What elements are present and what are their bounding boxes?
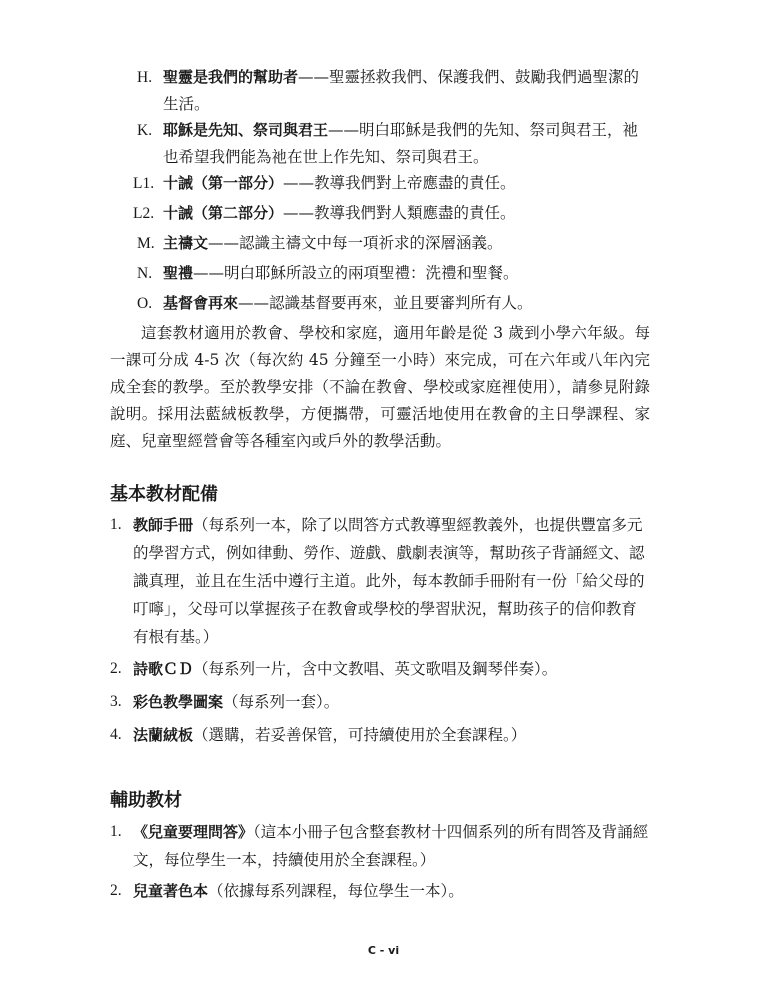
- list-item-title: 教師手冊: [133, 516, 194, 534]
- list-item-text: （選購，若妥善保管，可持續使用於全套課程。）: [193, 726, 527, 744]
- outline-label: K.: [137, 122, 153, 139]
- outline-item-h: [137, 64, 647, 118]
- outline-title: 聖靈是我們的幫助者: [163, 68, 299, 86]
- list-item-text: （每系列一套）。: [223, 693, 340, 711]
- outline-label: H.: [137, 69, 153, 86]
- outline-item-o: [137, 290, 647, 317]
- outline-title: 主禱文: [163, 234, 209, 252]
- list-item-title: 《兒童要理問答》: [133, 823, 254, 841]
- supplementary-materials-heading: 輔助教材: [110, 790, 182, 811]
- outline-text: ——明白耶穌是我們的先知、祭司與君王，祂也希望我們能為祂在世上作先知、祭司與君王。: [163, 121, 639, 166]
- list-number: 1.: [110, 516, 122, 533]
- list-number: 1.: [110, 823, 122, 840]
- outline-text: ——聖靈拯救我們、保護我們、鼓勵我們過聖潔的生活。: [163, 68, 640, 113]
- outline-title: 基督會再來: [163, 294, 239, 312]
- list-item: [110, 877, 650, 905]
- list-number: 2.: [110, 882, 122, 899]
- intro-paragraph: 這套教材適用於教會、學校和家庭，適用年齡是從 3 歲到小學六年級。每一課可分成 4-5 次（每次約 45 分鐘至一小時）來完成，可在六年或八年內完成全套的教學。至於教學安排（不論在教會、學校或家庭裡使用），請參見附錄說明。採用法藍絨板教學，方便攜帶，可靈活地使用在教會的主日學課程、家庭、兒童聖經營會等各種室內或戶外的教學活動。: [110, 324, 650, 450]
- outline-title: 十誡（第二部分）: [163, 204, 284, 222]
- list-item: [110, 655, 650, 683]
- outline-item-l1: [133, 170, 647, 197]
- outline-title: 耶穌是先知、祭司與君王: [163, 121, 329, 139]
- list-number: 4.: [110, 726, 122, 743]
- outline-text: ——明白耶穌所設立的兩項聖禮：洗禮和聖餐。: [193, 264, 519, 282]
- list-item: [110, 511, 650, 651]
- outline-text: ——教導我們對人類應盡的責任。: [283, 204, 516, 222]
- list-item-title: 詩歌ＣＤ: [133, 660, 194, 678]
- outline-label: L1.: [133, 175, 155, 192]
- list-item-text: （每系列一本，除了以問答方式教導聖經教義外，也提供豐富多元的學習方式，例如律動、勞作、遊戲、戲劇表演等，幫助孩子背誦經文、認識真理，並且在生活中遵行主道。此外，每本教師手冊附有一份「給父母的叮嚀」，父母可以掌握孩子在教會或學校的學習狀況，幫助孩子的信仰教育有根有基。）: [133, 516, 645, 646]
- outline-label: N.: [137, 265, 153, 282]
- outline-title: 聖禮: [163, 264, 194, 282]
- outline-text: ——認識主禱文中每一項祈求的深層涵義。: [208, 234, 503, 252]
- list-item: [110, 721, 650, 749]
- outline-item-l2: [133, 200, 647, 227]
- list-item-text: （這本小冊子包含整套教材十四個系列的所有問答及背誦經文，每位學生一本，持續使用於全套課程。）: [133, 823, 649, 869]
- list-number: 2.: [110, 660, 122, 677]
- outline-item-n: [137, 260, 647, 287]
- list-item: [110, 688, 650, 716]
- list-item-title: 彩色教學圖案: [133, 693, 224, 711]
- basic-materials-heading: 基本教材配備: [110, 484, 218, 505]
- outline-text: ——教導我們對上帝應盡的責任。: [283, 174, 516, 192]
- list-number: 3.: [110, 693, 122, 710]
- outline-title: 十誡（第一部分）: [163, 174, 284, 192]
- list-item-title: 兒童著色本: [133, 882, 209, 900]
- list-item-text: （依據每系列課程，每位學生一本）。: [208, 882, 464, 900]
- list-item-title: 法蘭絨板: [133, 726, 194, 744]
- outline-label: O.: [137, 295, 153, 312]
- outline-label: M.: [137, 235, 155, 252]
- outline-text: ——認識基督要再來，並且要審判所有人。: [238, 294, 533, 312]
- list-item-text: （每系列一片，含中文教唱、英文歌唱及鋼琴伴奏）。: [193, 660, 558, 678]
- list-item: [110, 818, 650, 874]
- page-number: C - vi: [367, 944, 400, 957]
- outline-item-m: [137, 230, 647, 257]
- outline-label: L2.: [133, 205, 155, 222]
- outline-item-k: [137, 117, 647, 171]
